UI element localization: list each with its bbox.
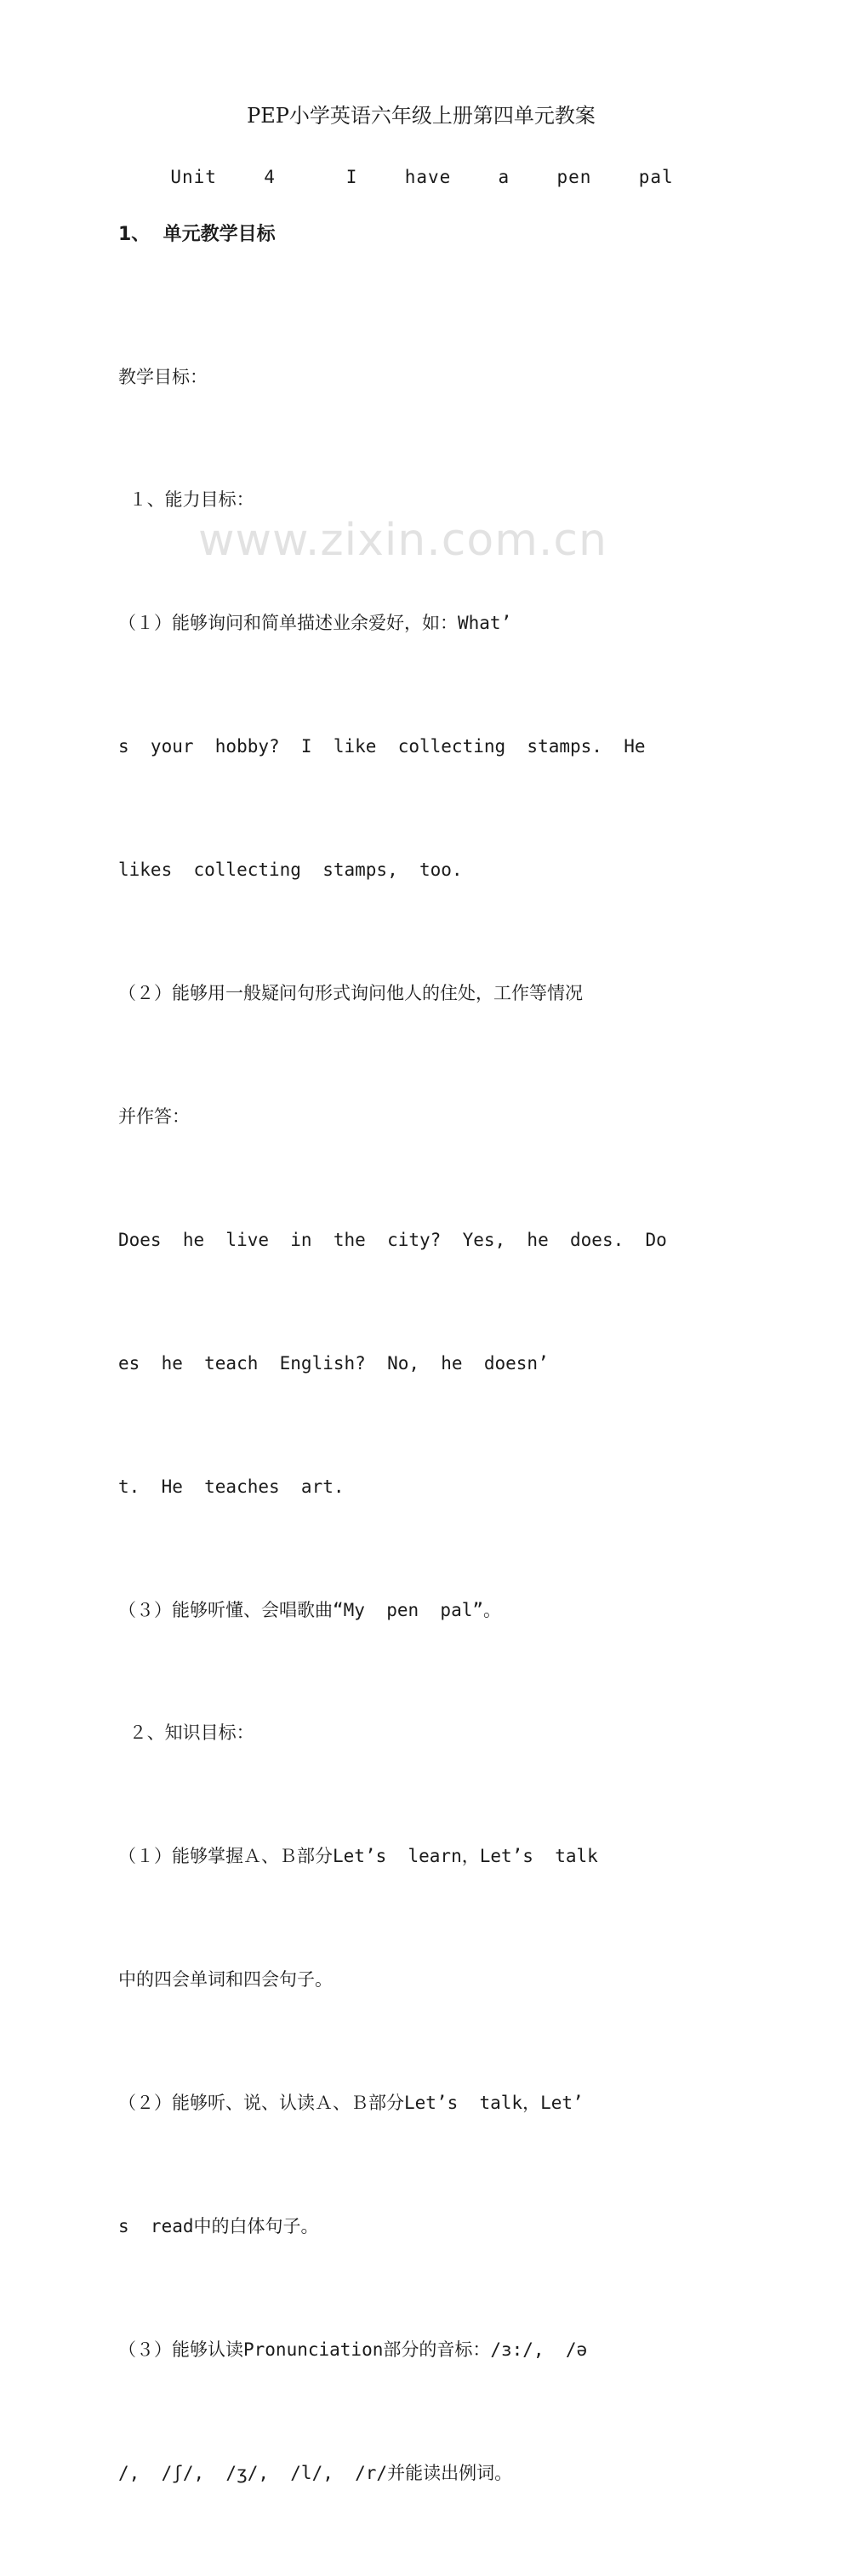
text-line: t. He teaches art.: [118, 1476, 345, 1497]
text-line: es he teach English? No, he doesn’: [118, 1352, 549, 1374]
text-line: （２）能够听、说、认读Ａ、Ｂ部分Let’s talk，Let’: [118, 2093, 584, 2114]
text-line: １、能力目标：: [118, 489, 254, 511]
text-line: （１）能够询问和简单描述业余爱好，如：What’: [118, 613, 512, 634]
text-line: （１）能够掌握Ａ、Ｂ部分Let’s learn，Let’s talk: [118, 1846, 598, 1867]
text-line: 中的四会单词和四会句子。: [118, 1969, 333, 1991]
watermark: www.zixin.com.cn: [198, 515, 607, 566]
document-subtitle: Unit 4 I have a pen pal: [170, 167, 674, 187]
text-line: Does he live in the city? Yes, he does. Do: [118, 1229, 667, 1250]
text-line: s read中的白体句子。: [118, 2215, 319, 2236]
text-line: （３）能够认读Pronunciation部分的音标：/ɜ:/, /ə: [118, 2339, 588, 2360]
text-line: /, /ʃ/, /ʒ/, /l/, /r/并能读出例词。: [118, 2462, 513, 2483]
text-line: ２、知识目标：: [118, 1722, 254, 1744]
document-body: [118, 274, 671, 2576]
text-line: 教学目标：: [118, 366, 208, 387]
text-line: 并作答：: [118, 1105, 190, 1127]
text-line: likes collecting stamps, too.: [118, 860, 463, 881]
section-heading: 1、 单元教学目标: [118, 224, 276, 245]
text-line: s your hobby? I like collecting stamps. He: [118, 736, 646, 757]
document-title: PEP小学英语六年级上册第四单元教案: [247, 104, 596, 128]
text-line: （３）能够听懂、会唱歌曲“My pen pal”。: [118, 1599, 502, 1620]
text-line: （２）能够用一般疑问句形式询问他人的住处，工作等情况: [118, 983, 583, 1004]
